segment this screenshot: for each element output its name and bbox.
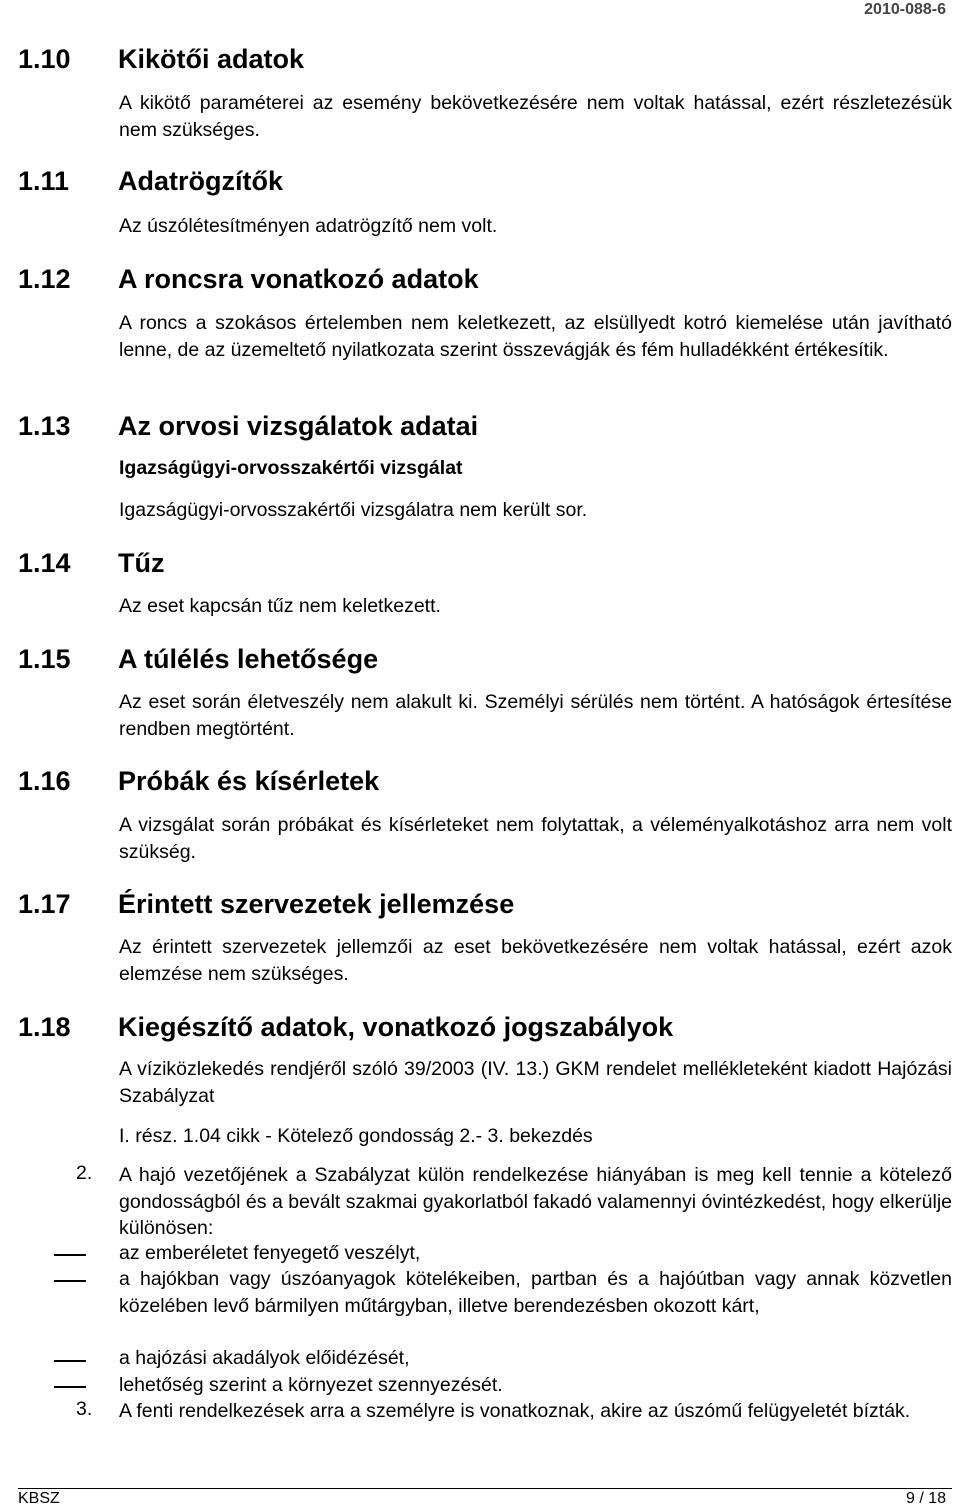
section-heading-1-10: 1.10 Kikötői adatok [18, 44, 305, 74]
footer-divider [18, 1488, 952, 1489]
list-item: lehetőség szerint a környezet szennyezését. [119, 1374, 503, 1396]
section-heading-1-16: 1.16 Próbák és kísérletek [18, 766, 380, 796]
section-heading-1-14: 1.14 Tűz [18, 548, 165, 578]
footer-organization: KBSZ [18, 1490, 60, 1507]
section-heading-1-13: 1.13 Az orvosi vizsgálatok adatai [18, 411, 479, 441]
list-number-2: 2. [76, 1162, 93, 1184]
dash-bullet [54, 1360, 86, 1362]
list-item: a hajózási akadályok előidézését, [119, 1347, 410, 1369]
dash-bullet [54, 1386, 86, 1388]
section-text-1-13: Igazságügyi-orvosszakértői vizsgálatra nem került sor. [119, 499, 588, 521]
section-text-1-18: A víziközlekedés rendjéről szóló 39/2003 (IV. 13.) GKM rendelet mellékleteként kiadott Hajózási Szabályzat [119, 1058, 952, 1107]
section-heading-1-17: 1.17 Érintett szervezetek jellemzése [18, 889, 515, 919]
list-item: a hajókban vagy úszóanyagok kötelékeiben, partban és a hajóútban vagy annak közvetlen közelében levő bármilyen műtárgyban, illetve berendezésben okozott kárt, [119, 1268, 952, 1317]
section-heading-1-18: 1.18 Kiegészítő adatok, vonatkozó jogszabályok [18, 1012, 674, 1042]
section-text-1-16: A vizsgálat során próbákat és kísérleteket nem folytattak, a véleményalkotáshoz arra nem volt szükség. [119, 814, 952, 863]
section-heading-1-15: 1.15 A túlélés lehetősége [18, 644, 379, 674]
list-item-2-text: A hajó vezetőjének a Szabályzat külön rendelkezése hiányában is meg kell tennie a kötelező gondosságból és a bevált szakmai gyakorlatból fakadó valamennyi óvintézkedést, hogy elkerülje különösen: [119, 1164, 952, 1239]
list-number-3: 3. [76, 1398, 93, 1420]
dash-bullet [54, 1254, 86, 1256]
section-text-1-14: Az eset kapcsán tűz nem keletkezett. [119, 595, 441, 617]
list-item-3-text: A fenti rendelkezések arra a személyre is vonatkoznak, akire az úszómű felügyeletét bízták. [119, 1400, 911, 1422]
section-text-1-15: Az eset során életveszély nem alakult ki. Személyi sérülés nem történt. A hatóságok értesítése rendben megtörtént. [119, 691, 952, 740]
section-text-1-18-reference: I. rész. 1.04 cikk - Kötelező gondosság 2.- 3. bekezdés [119, 1125, 593, 1147]
section-text-1-12: A roncs a szokásos értelemben nem keletkezett, az elsüllyedt kotró kiemelése után javítható lenne, de az üzemeltető nyilatkozata szerint összevágják és fém hulladékként értékesítik. [119, 312, 952, 361]
section-heading-1-11: 1.11 Adatrögzítők [18, 166, 283, 196]
section-heading-1-12: 1.12 A roncsra vonatkozó adatok [18, 264, 479, 294]
section-text-1-10: A kikötő paraméterei az esemény bekövetkezésére nem voltak hatással, ezért részletezésük nem szükséges. [119, 92, 952, 141]
section-subtitle-1-13: Igazságügyi-orvosszakértői vizsgálat [119, 457, 463, 479]
section-text-1-11: Az úszólétesítményen adatrögzítő nem volt. [119, 215, 498, 237]
list-item: az emberéletet fenyegető veszélyt, [119, 1242, 421, 1264]
document-id: 2010-088-6 [864, 1, 946, 18]
dash-bullet [54, 1280, 86, 1282]
section-text-1-17: Az érintett szervezetek jellemzői az eset bekövetkezésére nem voltak hatással, ezért azok elemzése nem szükséges. [119, 936, 952, 985]
page-number: 9 / 18 [905, 1490, 946, 1507]
